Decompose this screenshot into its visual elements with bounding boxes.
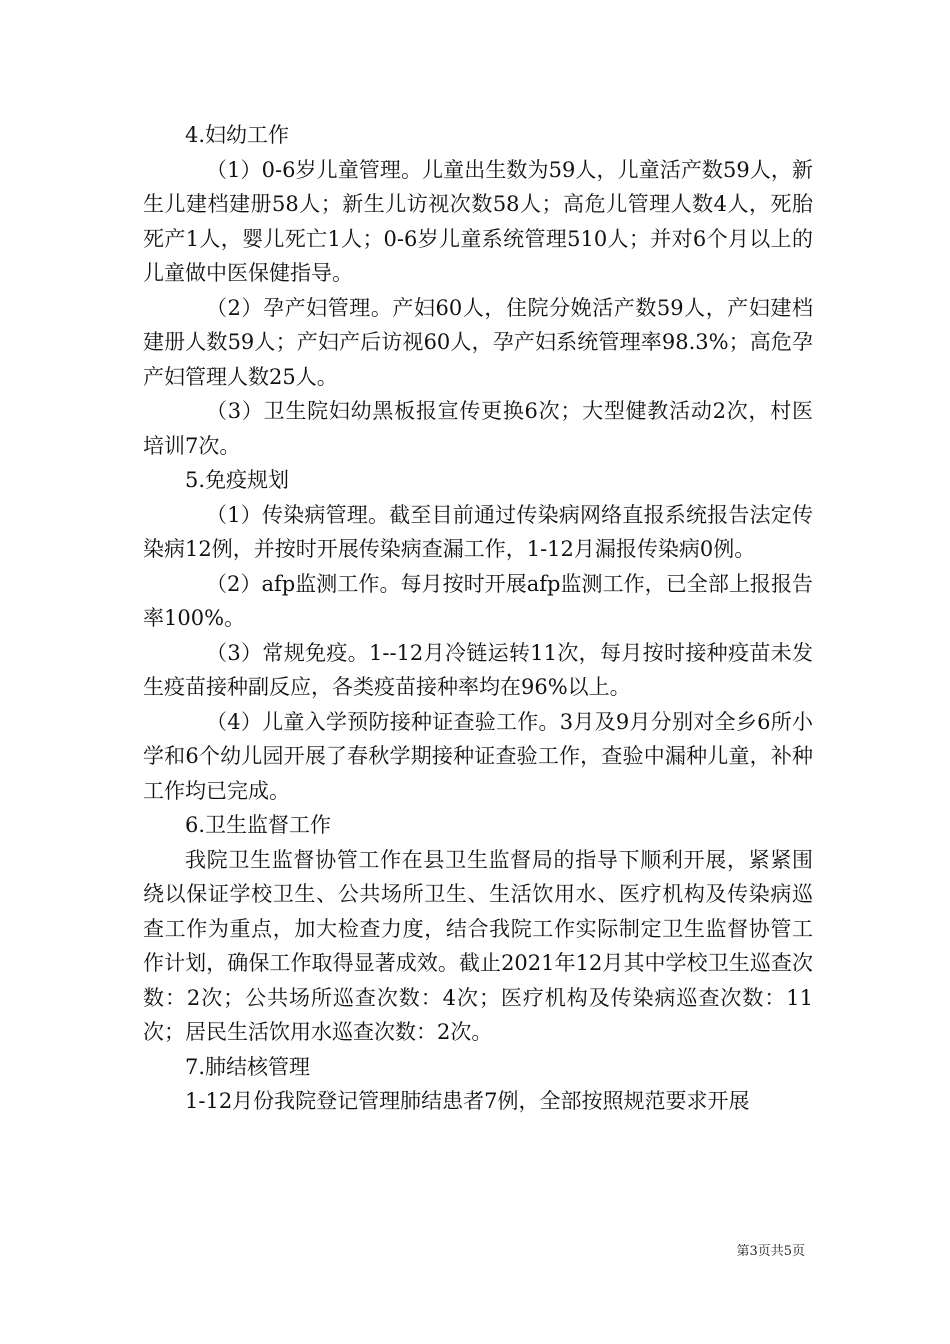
page-number: 第3页共5页 bbox=[736, 1244, 805, 1259]
section-heading-immunization: 5.免疫规划 bbox=[185, 468, 290, 492]
paragraph-tuberculosis: 1-12月份我院登记管理肺结患者7例，全部按照规范要求开展 bbox=[185, 1089, 750, 1113]
paragraph-infectious-disease: （1）传染病管理。截至目前通过传染病网络直报系统报告法定传染病12例，并按时开展传染病查漏工作，1-12月漏报传染病0例。 bbox=[143, 502, 813, 561]
paragraph-routine-immunization: （3）常规免疫。1--12月冷链运转11次，每月按时接种疫苗未发生疫苗接种副反应，各类疫苗接种率均在96%以上。 bbox=[143, 640, 813, 699]
section-heading-health-supervision: 6.卫生监督工作 bbox=[185, 813, 332, 837]
paragraph-vaccination-certificate: （4）儿童入学预防接种证查验工作。3月及9月分别对全乡6所小学和6个幼儿园开展了春秋学期接种证查验工作，查验中漏种儿童，补种工作均已完成。 bbox=[143, 709, 813, 803]
section-heading-tuberculosis: 7.肺结核管理 bbox=[185, 1054, 311, 1079]
paragraph-health-education: （3）卫生院妇幼黑板报宣传更换6次；大型健教活动2次，村医培训7次。 bbox=[143, 399, 813, 458]
document-body bbox=[143, 118, 813, 1119]
paragraph-child-management: （1）0-6岁儿童管理。儿童出生数为59人，儿童活产数59人，新生儿建档建册58人；新生儿访视次数58人；高危儿管理人数4人，死胎死产1人，婴儿死亡1人；0-6岁儿童系统管理510人；并对6个月以上的儿童做中医保健指导。 bbox=[143, 157, 813, 285]
paragraph-health-supervision: 我院卫生监督协管工作在县卫生监督局的指导下顺利开展，紧紧围绕以保证学校卫生、公共场所卫生、生活饮用水、医疗机构及传染病巡查工作为重点，加大检查力度，结合我院工作实际制定卫生监督协管工作计划，确保工作取得显著成效。截止2021年12月其中学校卫生巡查次数：2次；公共场所巡查次数：4次；医疗机构及传染病巡查次数：11次；居民生活饮用水巡查次数：2次。 bbox=[143, 847, 813, 1044]
section-heading-maternal-child: 4.妇幼工作 bbox=[185, 123, 290, 147]
paragraph-maternal-management: （2）孕产妇管理。产妇60人，住院分娩活产数59人，产妇建档建册人数59人；产妇产后访视60人，孕产妇系统管理率98.3%；高危孕产妇管理人数25人。 bbox=[143, 295, 813, 389]
paragraph-afp-monitoring: （2）afp监测工作。每月按时开展afp监测工作，已全部上报报告率100%。 bbox=[143, 571, 813, 630]
